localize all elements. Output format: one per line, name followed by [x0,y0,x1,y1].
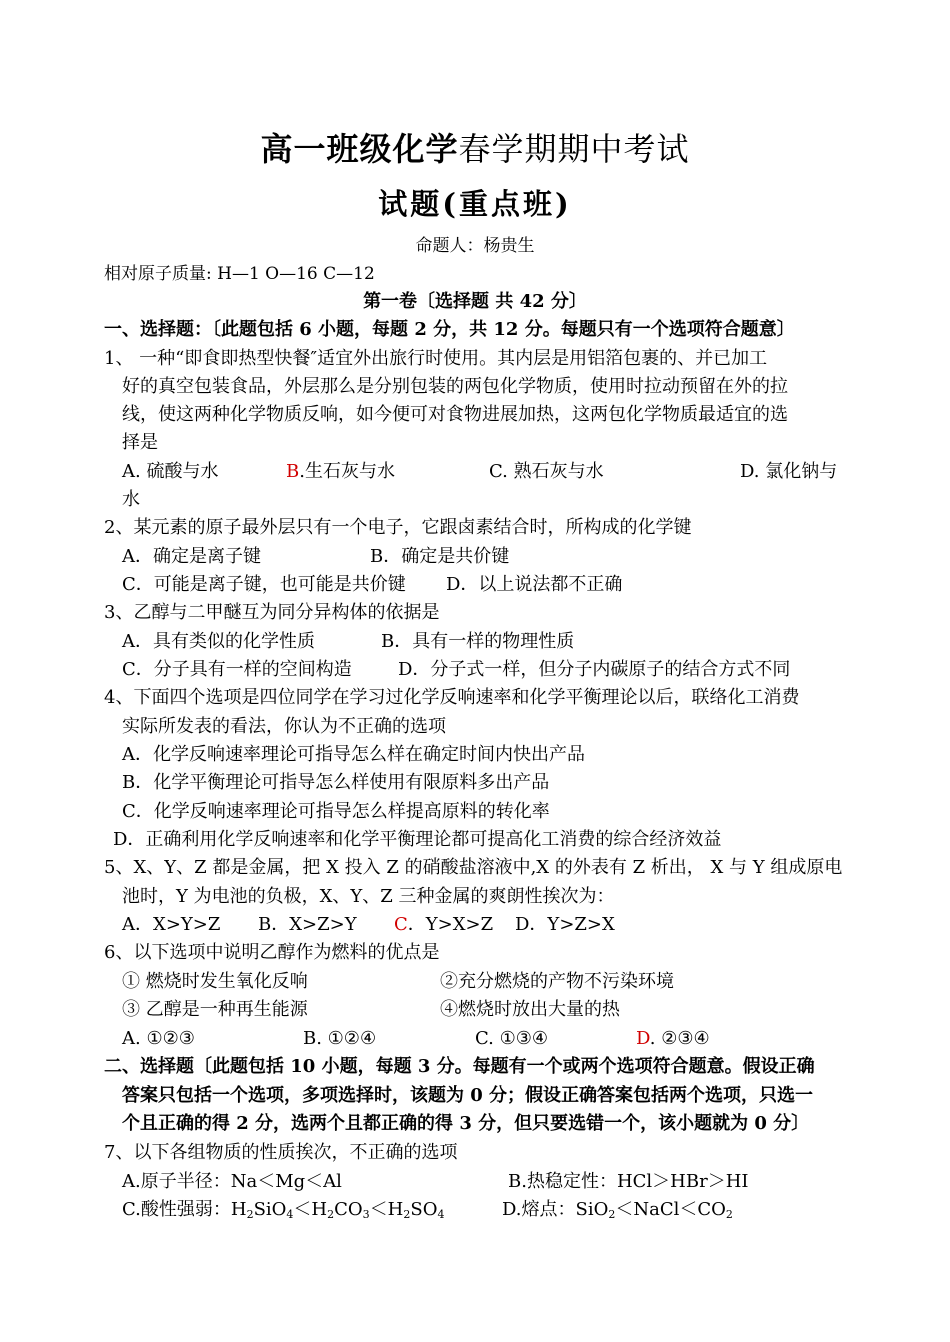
q1-stem-line4: 择是 [122,432,158,453]
q6-item-4: ④燃烧时放出大量的热 [440,999,620,1020]
q1-stem-line3: 线，使这两种化学物质反响，如今便可对食物进展加热，这两包化学物质最适宜的选 [122,404,788,425]
q5-option-a: A．X>Y>Z [122,914,221,935]
q4-option-b: B．化学平衡理论可指导怎么样使用有限原料多出产品 [122,772,550,793]
q6-item-1: ① 燃烧时发生氧化反响 [122,971,308,992]
q7-option-b: B.热稳定性：HCl＞HBr＞HI [508,1171,749,1192]
q6-item-2: ②充分燃烧的产物不污染环境 [440,971,674,992]
q5-option-d: D．Y>Z>X [515,914,615,935]
q1-option-b-text: .生石灰与水 [299,461,395,482]
title-part1: 高一班级化学 [260,130,459,168]
q4-option-d: D．正确利用化学反响速率和化学平衡理论都可提高化工消费的综合经济效益 [113,829,722,850]
q2-option-d: D．以上说法都不正确 [446,574,623,595]
q6-item-3: ③ 乙醇是一种再生能源 [122,999,308,1020]
q6-option-d-letter: D [636,1028,650,1049]
q4-option-a: A．化学反响速率理论可指导怎么样在确定时间内快出产品 [122,744,585,765]
q3-option-a: A．具有类似的化学性质 [122,631,315,652]
q7-option-d-formula: $SiO_2<NaCl<CO_2$ [575,1199,733,1221]
q1-stem-line1: 1、 一种“即食即热型快餐″适宜外出旅行时使用。其内层是用铝箔包裹的、并已加工 [104,348,768,369]
q7-stem: 7、以下各组物质的性质挨次，不正确的选项 [104,1142,458,1163]
author-line: 命题人：杨贵生 [415,236,535,256]
q2-option-c: C．可能是离子键，也可能是共价键 [122,574,406,595]
section-one-heading: 一、选择题：〔此题包括 6 小题，每题 2 分，共 12 分。每题只有一个选项符合题意〕 [104,319,795,340]
q2-option-a: A．确定是离子键 [122,546,261,567]
section-two-line3: 个且正确的得 2 分，选两个且都正确的得 3 分，但只要选错一个，该小题就为 0 分〕 [122,1113,810,1134]
q6-option-d [636,1027,710,1051]
exam-subtitle: 试题(重点班) [378,187,572,221]
q5-option-c-letter: C [394,914,408,935]
q3-option-c: C．分子具有一样的空间构造 [122,659,352,680]
q5-option-b: B．X>Z>Y [258,914,357,935]
q6-option-b: B. ①②④ [303,1028,377,1049]
q7-option-c-formula: $H_2SiO_4<H_2CO_3<H_2SO_4$ [230,1199,445,1221]
section-two-line1: 二、选择题〔此题包括 10 小题，每题 3 分。每题有一个或两个选项符合题意。假设正确 [104,1056,815,1077]
q1-option-c: C. 熟石灰与水 [489,461,604,482]
q4-option-c: C．化学反响速率理论可指导怎么样提高原料的转化率 [122,801,550,822]
q2-option-b: B．确定是共价键 [370,546,510,567]
q7-option-c-label: C.酸性强弱： [122,1199,231,1220]
exam-title [0,124,950,170]
q4-stem-line2: 实际所发表的看法，你认为不正确的选项 [122,716,446,737]
atomic-mass-line: 相对原子质量: H—1 O—16 C—12 [104,264,375,284]
q4-stem-line1: 4、下面四个选项是四位同学在学习过化学反响速率和化学平衡理论以后，联络化工消费 [104,687,800,708]
q5-option-c-text: ．Y>X>Z [407,914,494,935]
q7-option-c [122,1198,444,1227]
q6-stem: 6、以下选项中说明乙醇作为燃料的优点是 [104,942,440,963]
q6-option-a: A. ①②③ [122,1028,195,1049]
q1-option-d: D. 氯化钠与 [740,461,838,482]
q7-option-a: A.原子半径：Na＜Mg＜Al [122,1171,342,1192]
q7-option-d [502,1198,733,1227]
title-part2: 春学期期中考试 [458,130,690,168]
q6-option-c: C. ①③④ [475,1028,548,1049]
q1-option-d-continued: 水 [122,489,140,510]
q1-option-b-letter: B [286,461,300,482]
volume-one-heading: 第一卷〔选择题 共 42 分〕 [363,291,587,312]
q3-stem: 3、乙醇与二甲醚互为同分异构体的依据是 [104,602,440,623]
q1-option-a: A. 硫酸与水 [122,461,219,482]
q5-option-c [394,913,493,937]
q5-stem-line2: 池时，Y 为电池的负极，X、Y、Z 三种金属的爽朗性挨次为： [122,886,615,907]
q7-option-d-label: D.熔点： [502,1199,576,1220]
section-two-line2: 答案只包括一个选项，多项选择时，该题为 0 分；假设正确答案包括两个选项，只选一 [122,1085,814,1106]
q1-stem-line2: 好的真空包装食品，外层那么是分别包装的两包化学物质，使用时拉动预留在外的拉 [122,376,788,397]
q5-stem-line1: 5、X、Y、Z 都是金属，把 X 投入 Z 的硝酸盐溶液中,X 的外表有 Z 析出， X 与 Y 组成原电 [104,857,843,878]
q3-option-b: B．具有一样的物理性质 [381,631,575,652]
q3-option-d: D．分子式一样，但分子内碳原子的结合方式不同 [398,659,791,680]
q2-stem: 2、某元素的原子最外层只有一个电子，它跟卤素结合时，所构成的化学键 [104,517,692,538]
q6-option-d-text: . ②③④ [649,1028,710,1049]
q1-option-b [286,460,395,484]
